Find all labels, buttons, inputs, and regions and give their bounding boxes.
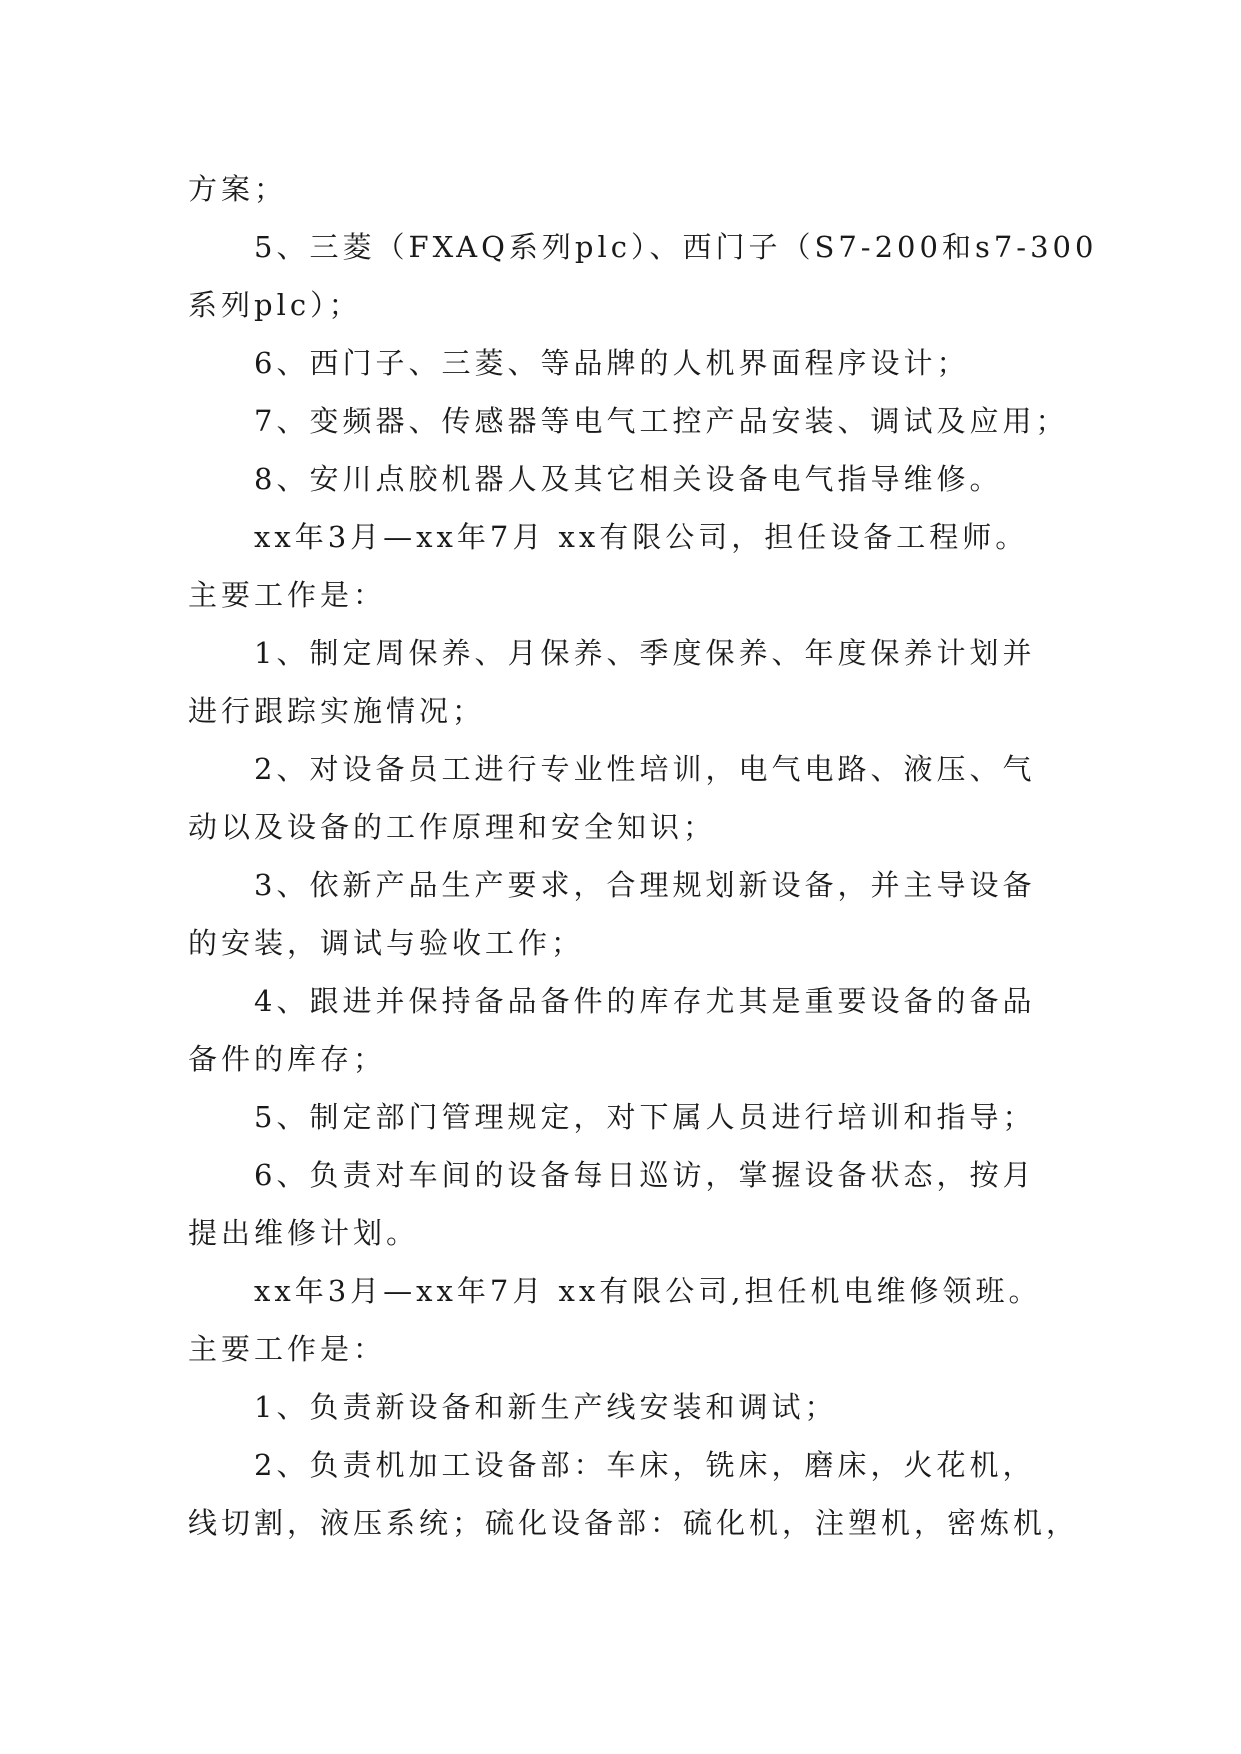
list-item: 5、制定部门管理规定，对下属人员进行培训和指导；	[254, 1100, 1036, 1134]
section-heading: xx年3月—xx年7月 xx有限公司,担任机电维修领班。	[254, 1274, 1042, 1308]
text-line: 方案；	[188, 172, 288, 206]
section-heading: xx年3月—xx年7月 xx有限公司，担任设备工程师。	[254, 520, 1029, 554]
text-line: 动以及设备的工作原理和安全知识；	[188, 810, 717, 844]
text-line: 主要工作是：	[188, 578, 387, 612]
list-item: 7、变频器、传感器等电气工控产品安装、调试及应用；	[254, 404, 1069, 438]
list-item: 8、安川点胶机器人及其它相关设备电气指导维修。	[254, 462, 1003, 496]
list-item: 5、三菱（FXAQ系列plc）、西门子（S7-200和s7-300	[254, 230, 1098, 264]
text-line: 的安装，调试与验收工作；	[188, 926, 585, 960]
document-body	[188, 160, 1098, 1552]
list-item: 2、对设备员工进行专业性培训，电气电路、液压、气	[254, 752, 1036, 786]
list-item: 1、制定周保养、月保养、季度保养、年度保养计划并	[254, 636, 1036, 670]
list-item: 1、负责新设备和新生产线安装和调试；	[254, 1390, 838, 1424]
text-line: 线切割，液压系统；硫化设备部：硫化机，注塑机，密炼机，	[188, 1506, 1080, 1540]
text-line: 备件的库存；	[188, 1042, 387, 1076]
list-item: 3、依新产品生产要求，合理规划新设备，并主导设备	[254, 868, 1036, 902]
list-item: 6、西门子、三菱、等品牌的人机界面程序设计；	[254, 346, 970, 380]
list-item: 4、跟进并保持备品备件的库存尤其是重要设备的备品	[254, 984, 1036, 1018]
text-line: 进行跟踪实施情况；	[188, 694, 486, 728]
text-line: 主要工作是：	[188, 1332, 387, 1366]
text-line: 提出维修计划。	[188, 1216, 420, 1250]
list-item: 6、负责对车间的设备每日巡访，掌握设备状态，按月	[254, 1158, 1036, 1192]
list-item: 2、负责机加工设备部：车床，铣床，磨床，火花机，	[254, 1448, 1036, 1482]
text-line: 系列plc）；	[188, 288, 362, 322]
